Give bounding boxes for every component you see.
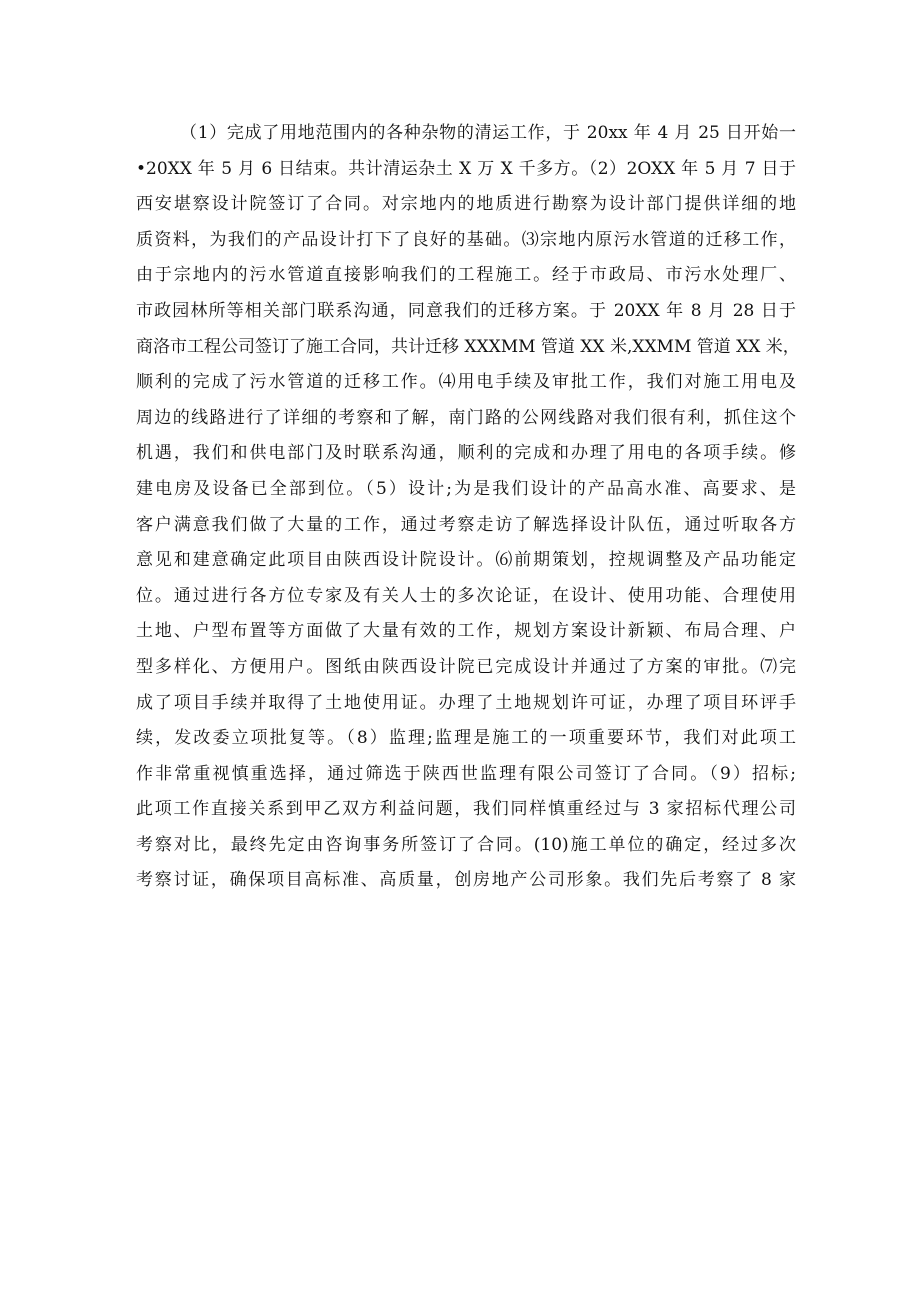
text-line: 客户满意我们做了大量的工作，通过考察走访了解选择设计队伍，通过听取各方: [136, 514, 796, 535]
text-line: 考察讨证，确保项目高标准、高质量，创房地产公司形象。我们先后考察了 8 家: [136, 870, 796, 891]
text-line: 建电房及设备已全部到位。（5）设计;为是我们设计的产品高水准、高要求、是: [136, 478, 796, 499]
text-line: 位。通过进行各方位专家及有关人士的多次论证，在设计、使用功能、合理使用: [136, 585, 796, 606]
text-line: 意见和建意确定此项目由陕西设计院设计。⑹前期策划，控规调整及产品功能定: [136, 550, 796, 571]
text-line: 型多样化、方便用户。图纸由陕西设计院已完成设计并通过了方案的审批。⑺完: [136, 656, 796, 677]
text-line: •20XX 年 5 月 6 日结束。共计清运杂土 X 万 X 千多方。（2）2OXX 年 5 月 7 日于: [136, 158, 796, 179]
text-line: 成了项目手续并取得了土地使用证。办理了土地规划许可证，办理了项目环评手: [136, 692, 796, 713]
text-line: 此项工作直接关系到甲乙双方利益问题，我们同样慎重经过与 3 家招标代理公司: [136, 799, 796, 820]
text-line: 土地、户型布置等方面做了大量有效的工作，规划方案设计新颖、布局合理、户: [136, 621, 796, 642]
text-line: 市政园林所等相关部门联系沟通，同意我们的迁移方案。于 20XX 年 8 月 28 日于: [136, 300, 796, 321]
text-line: 机遇，我们和供电部门及时联系沟通，顺利的完成和办理了用电的各项手续。修: [136, 443, 796, 464]
text-line: （1）完成了用地范围内的各种杂物的清运工作，于 20xx 年 4 月 25 日开始一: [180, 123, 796, 143]
text-line: 质资料，为我们的产品设计打下了良好的基础。⑶宗地内原污水管道的迁移工作，: [136, 229, 796, 250]
text-line: 续，发改委立项批复等。（8）监理;监理是施工的一项重要环节，我们对此项工: [136, 728, 796, 749]
text-line: 西安堪察设计院签订了合同。对宗地内的地质进行勘察为设计部门提供详细的地: [136, 194, 796, 215]
text-line: 顺利的完成了污水管道的迁移工作。⑷用电手续及审批工作，我们对施工用电及: [136, 372, 796, 393]
text-line: 商洛市工程公司签订了施工合同，共计迁移 XXXMM 管道 XX 米,XXMM 管道 XX 米，: [136, 336, 800, 357]
text-line: 考察对比，最终先定由咨询事务所签订了合同。(10)施工单位的确定，经过多次: [136, 834, 796, 855]
text-line: 周边的线路进行了详细的考察和了解，南门路的公网线路对我们很有利，抓住这个: [136, 407, 796, 428]
text-line: 作非常重视慎重选择，通过筛选于陕西世监理有限公司签订了合同。（9）招标;: [136, 763, 796, 784]
text-line: 由于宗地内的污水管道直接影响我们的工程施工。经于市政局、市污水处理厂、: [136, 265, 796, 286]
document-body: [136, 116, 800, 899]
